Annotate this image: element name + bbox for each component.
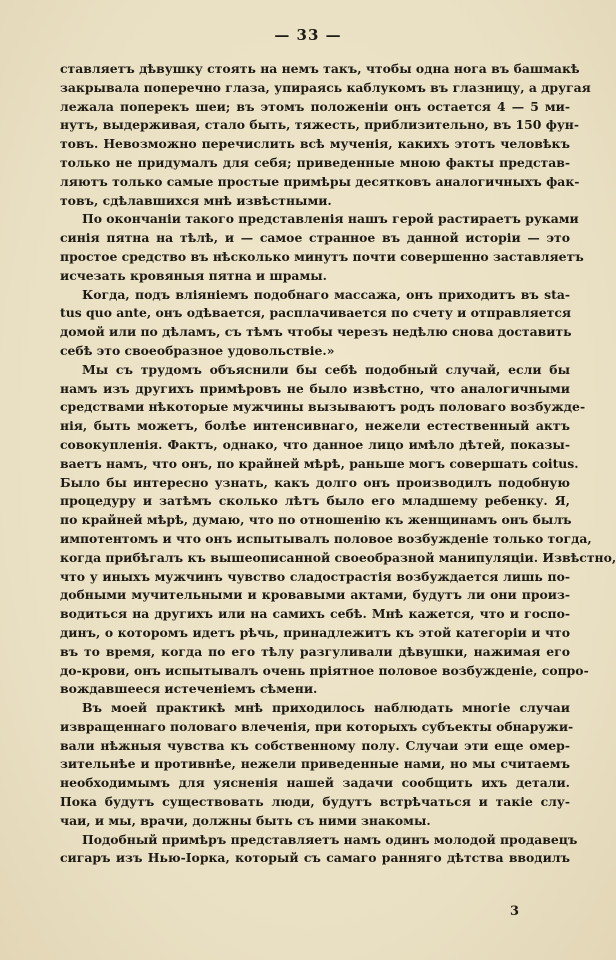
text-line: средствами нѣкоторые мужчины вызываютъ родъ половаго возбужде- [60,399,586,415]
text-line: товъ, сдѣлавшихся мнѣ извѣстными. [60,192,332,208]
text-line: намъ изъ другихъ примѣровъ не было извѣстно, что аналогичными [60,380,570,396]
text-line: необходимымъ для уясненія нашей задачи сообщить ихъ детали. [60,775,570,791]
paragraph-5 [60,699,574,831]
paragraph-2 [60,210,584,285]
text-line: нія, быть можетъ, болѣе интенсивнаго, нежели естественный актъ [60,418,570,434]
text-line: Было бы интересно узнать, какъ долго онъ производилъ подобную [60,474,570,490]
text-line: добными мучительными и кровавыми актами, будутъ ли они произ- [60,587,570,603]
text-line: только не придумалъ для себя; приведенные мною факты представ- [60,154,570,170]
text-line: Въ моей практикѣ мнѣ приходилось наблюдать многіе случаи [82,700,570,716]
paragraph-4 [60,361,616,699]
signature-mark: 3 [510,904,520,919]
text-line: извращеннаго половаго влеченія, при которыхъ субъекты обнаружи- [60,718,574,734]
text-line: динъ, о которомъ идетъ рѣчь, принадлежитъ къ этой категоріи и что [60,624,570,640]
text-line: ляютъ только самые простые примѣры десятковъ аналогичныхъ фак- [60,173,580,189]
text-line: сигаръ изъ Нью-Іорка, который съ самаго ранняго дѣтства вводилъ [60,850,570,866]
text-line: tus quo ante, онъ одѣвается, расплачивается по счету и отправляется [60,305,572,321]
paragraph-6 [60,831,578,869]
text-line: чаи, и мы, врачи, должны быть съ ними знакомы. [60,812,431,828]
text-line: синія пятна на тѣлѣ, и — самое странное въ данной исторіи — это [60,230,570,246]
text-line: водиться на другихъ или на самихъ себѣ. Мнѣ кажется, что и госпо- [60,606,570,622]
text-line: процедуру и затѣмъ сколько лѣтъ было его младшему ребенку. Я, [60,493,570,509]
text-line: въ то время, когда по его тѣлу разгуливали дѣвушки, нажимая его [60,643,570,659]
text-line: Подобный примѣръ представляетъ намъ одинъ молодой продавецъ [82,831,578,847]
text-line: Мы съ трудомъ объяснили бы себѣ подобный случай, если бы [82,361,570,377]
text-line: По окончаніи такого представленія нашъ герой растираетъ руками [82,211,579,227]
text-line: Когда, подъ вліяніемъ подобнаго массажа, онъ приходитъ въ sta- [82,286,570,302]
paragraph-3 [60,286,570,361]
text-line: ставляетъ дѣвушку стоять на немъ такъ, чтобы одна нога въ башмакѣ [60,61,580,76]
text-line: домой или по дѣламъ, съ тѣмъ чтобы черезъ недѣлю снова доставить [60,324,572,340]
page-number: — 33 — [274,26,342,44]
text-line: закрывала поперечно глаза, упираясь каблукомъ въ глазницу, а другая [60,79,591,95]
text-line: по крайней мѣрѣ, думаю, что по отношенію къ женщинамъ онъ былъ [60,512,572,528]
paragraph-1 [60,60,591,210]
text-line: простое средство въ нѣсколько минутъ почти совершенно заставляетъ [60,248,584,264]
text-line: лежала поперекъ шеи; въ этомъ положеніи онъ остается 4 — 5 ми- [60,98,570,114]
text-line: когда прибѣгалъ къ вышеописанной своеобразной манипуляціи. Извѣстно, [60,549,616,565]
text-line: нутъ, выдерживая, стало быть, тяжесть, приблизительно, въ 150 фун- [60,117,580,133]
text-line: ваетъ намъ, что онъ, по крайней мѣрѣ, раньше могъ совершать coitus. [60,455,579,471]
text-line: вождавшееся истеченіемъ сѣмени. [60,681,318,697]
text-line: себѣ это своеобразное удовольствіе.» [60,342,335,358]
text-line: вали нѣжныя чувства къ собственному полу. Случаи эти еще омер- [60,737,570,753]
text-line: товъ. Невозможно перечислить всѣ мученія, какихъ этотъ человѣкъ [60,136,570,152]
text-line: Пока будутъ существовать люди, будутъ встрѣчаться и такіе слу- [60,794,570,810]
text-line: что у иныхъ мужчинъ чувство сладострастія возбуждается лишь по- [60,568,570,584]
text-line: зительнѣе и противнѣе, нежели приведенные нами, но мы считаемъ [60,756,570,772]
text-line: импотентомъ и что онъ испытывалъ половое возбужденіе только тогда, [60,530,592,546]
text-line: совокупленія. Фактъ, однако, что данное лицо имѣло дѣтей, показы- [60,436,570,452]
text-line: до-крови, онъ испытывалъ очень пріятное половое возбужденіе, сопро- [60,662,589,678]
text-line: исчезать кровяныя пятна и шрамы. [60,267,327,283]
body-text [60,60,616,868]
